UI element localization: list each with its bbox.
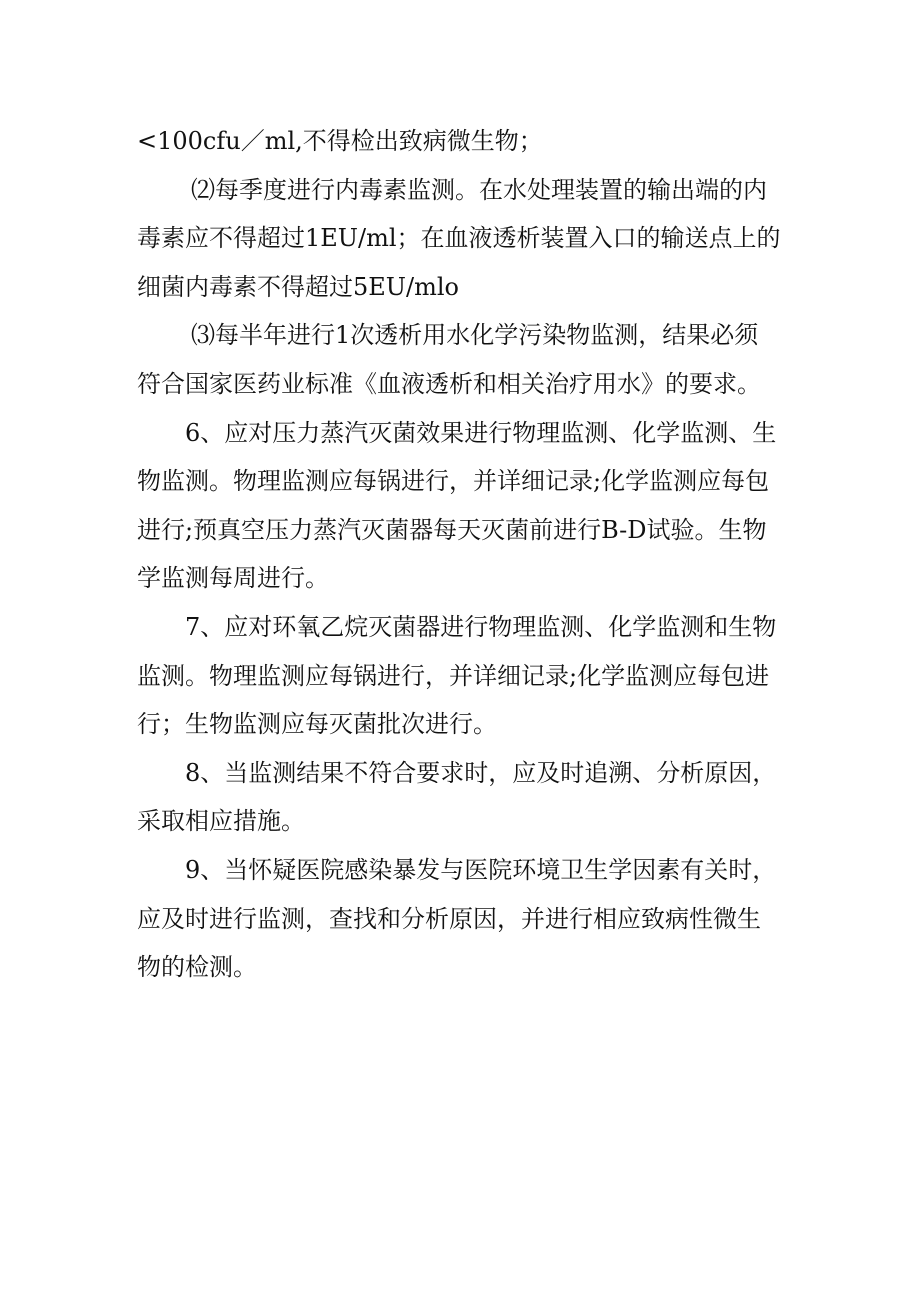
text-line: 符合国家医药业标准《血液透析和相关治疗用水》的要求。 <box>137 369 761 398</box>
text-line: 行；生物监测应每灭菌批次进行。 <box>137 710 497 739</box>
text-line: 细菌内毒素不得超过5EU/mlo <box>137 272 459 301</box>
text-line: 毒素应不得超过1EU/ml；在血液透析装置入口的输送点上的 <box>137 224 781 253</box>
text-line: 9、当怀疑医院感染暴发与医院环境卫生学因素有关时， <box>185 855 777 884</box>
document-body <box>137 117 797 992</box>
text-line: 进行;预真空压力蒸汽灭菌器每天灭菌前进行B-D试验。生物 <box>137 515 767 544</box>
text-line: 学监测每周进行。 <box>137 564 329 593</box>
text-line: 物监测。物理监测应每锅进行，并详细记录;化学监测应每包 <box>137 467 770 496</box>
text-line: 应及时进行监测，查找和分析原因，并进行相应致病性微生 <box>137 904 761 933</box>
text-line: ⑵每季度进行内毒素监测。在水处理装置的输出端的内 <box>191 175 767 204</box>
text-line: 监测。物理监测应每锅进行，并详细记录;化学监测应每包进 <box>137 661 770 690</box>
text-line: 采取相应措施。 <box>137 807 305 836</box>
text-line: 6、应对压力蒸汽灭菌效果进行物理监测、化学监测、生 <box>185 418 777 447</box>
text-line: 物的检测。 <box>137 953 257 982</box>
text-line: 8、当监测结果不符合要求时，应及时追溯、分析原因， <box>185 758 777 787</box>
text-line: ⑶每半年进行1次透析用水化学污染物监测，结果必须 <box>191 321 759 350</box>
text-line: <100cfu／ml,不得检出致病微生物； <box>137 127 543 155</box>
text-line: 7、应对环氧乙烷灭菌器进行物理监测、化学监测和生物 <box>185 612 777 641</box>
